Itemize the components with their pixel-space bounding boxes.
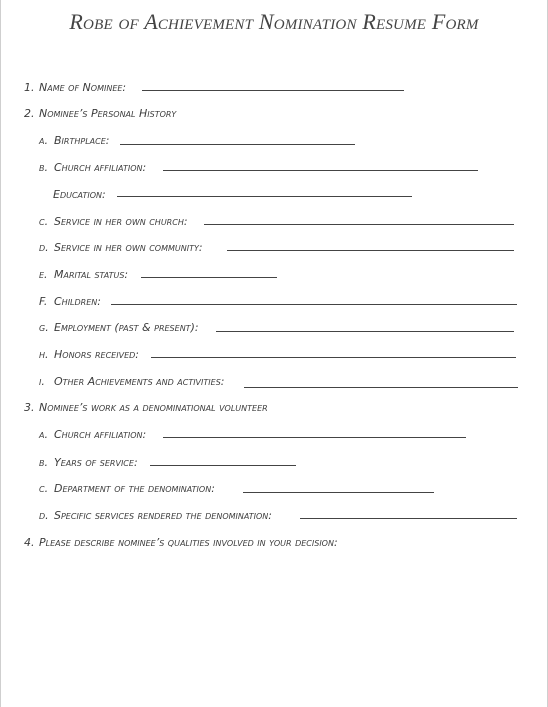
- section-heading: Nominee’s Personal History: [39, 107, 177, 120]
- field-label: Honors received:: [54, 348, 139, 361]
- qualities-answer-area[interactable]: [24, 556, 524, 696]
- item-letter: F.: [39, 295, 48, 308]
- field-label: Children:: [54, 295, 101, 308]
- service-church-line[interactable]: [204, 224, 514, 225]
- item-letter: h.: [39, 348, 49, 361]
- field-qualities: [24, 535, 338, 551]
- field-department: [39, 481, 215, 497]
- item-number: 2.: [24, 107, 35, 120]
- item-letter: g.: [39, 321, 49, 334]
- item-number: 1.: [24, 81, 35, 94]
- birthplace-line[interactable]: [120, 144, 355, 145]
- section-heading: Nominee’s work as a denominational volunteer: [39, 401, 268, 414]
- item-letter: a.: [39, 428, 48, 441]
- field-children: [39, 294, 101, 310]
- field-label: Service in her own church:: [54, 215, 188, 228]
- field-label: Specific services rendered the denomination:: [54, 509, 272, 522]
- item-letter: c.: [39, 482, 49, 495]
- years-of-service-line[interactable]: [150, 465, 296, 466]
- field-label: Other Achievements and activities:: [54, 375, 225, 388]
- item-letter: b.: [39, 456, 48, 469]
- field-service-community: [39, 240, 203, 256]
- field-label: Birthplace:: [54, 134, 110, 147]
- field-label: Department of the denomination:: [54, 482, 215, 495]
- honors-line[interactable]: [151, 357, 516, 358]
- item-letter: e.: [39, 268, 48, 281]
- field-birthplace: [39, 133, 109, 149]
- field-label: Name of Nominee:: [39, 81, 127, 94]
- field-label: Years of service:: [54, 456, 138, 469]
- marital-status-line[interactable]: [141, 277, 277, 278]
- field-volunteer-church-affiliation: [39, 427, 146, 443]
- section-volunteer-work: [24, 400, 268, 416]
- field-specific-services: [39, 508, 272, 524]
- education-line[interactable]: [117, 196, 412, 197]
- field-label: Church affiliation:: [54, 428, 147, 441]
- item-letter: c.: [39, 215, 49, 228]
- field-label: Employment (past & present):: [54, 321, 199, 334]
- employment-line[interactable]: [216, 331, 514, 332]
- specific-services-line[interactable]: [300, 518, 517, 519]
- field-employment: [39, 320, 199, 336]
- item-letter: d.: [39, 241, 49, 254]
- field-label: Church affiliation:: [54, 161, 147, 174]
- item-number: 4.: [24, 536, 35, 549]
- item-number: 3.: [24, 401, 35, 414]
- volunteer-church-affiliation-line[interactable]: [163, 437, 466, 438]
- form-title: Robe of Achievement Nomination Resume Form: [69, 9, 479, 34]
- other-achievements-line[interactable]: [244, 387, 518, 388]
- item-letter: d.: [39, 509, 49, 522]
- item-letter: b.: [39, 161, 48, 174]
- children-line[interactable]: [111, 304, 517, 305]
- field-service-church: [39, 214, 188, 230]
- field-label: Education:: [53, 188, 106, 201]
- service-community-line[interactable]: [227, 250, 514, 251]
- field-years-of-service: [39, 455, 138, 471]
- field-marital-status: [39, 267, 128, 283]
- item-letter: a.: [39, 134, 48, 147]
- department-line[interactable]: [243, 492, 434, 493]
- section-personal-history: [24, 106, 176, 122]
- church-affiliation-line[interactable]: [163, 170, 478, 171]
- field-name-of-nominee: [24, 80, 126, 96]
- field-label: Service in her own community:: [54, 241, 203, 254]
- field-other-achievements: [39, 374, 224, 390]
- field-church-affiliation: [39, 160, 146, 176]
- name-of-nominee-line[interactable]: [142, 90, 404, 91]
- field-honors: [39, 347, 139, 363]
- item-letter: i.: [39, 375, 45, 388]
- field-education: [53, 187, 106, 203]
- field-label: Marital status:: [54, 268, 129, 281]
- field-label: Please describe nominee’s qualities involved in your decision:: [39, 536, 338, 549]
